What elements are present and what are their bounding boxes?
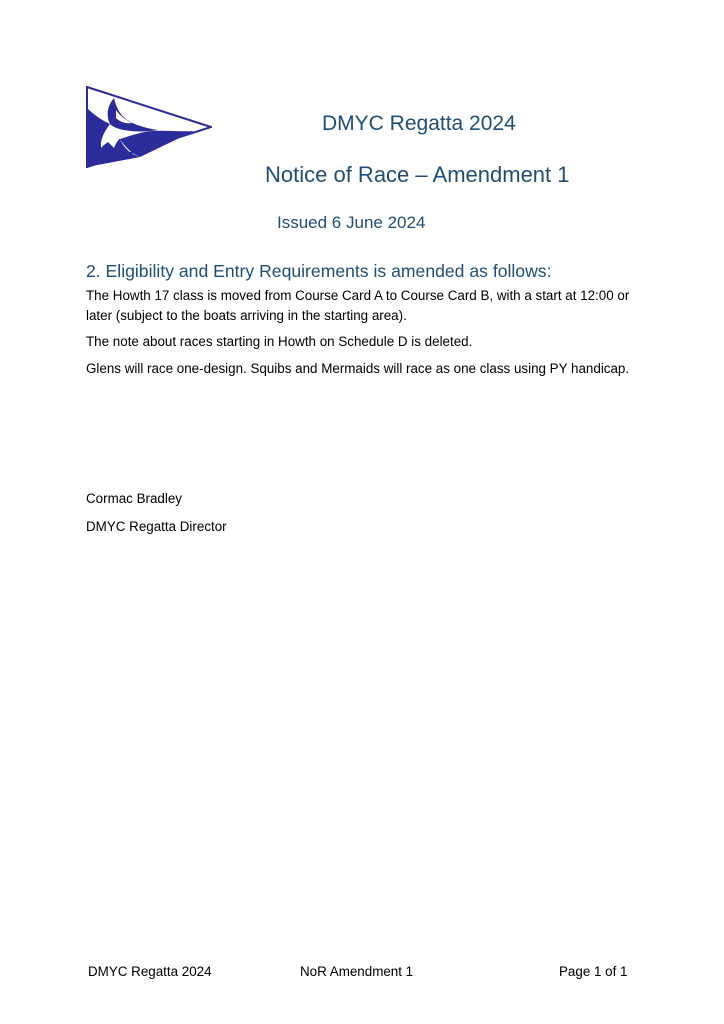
section-heading: 2. Eligibility and Entry Requirements is amended as follows: [86, 261, 552, 281]
footer-event: DMYC Regatta 2024 [88, 964, 212, 979]
signature-name: Cormac Bradley [86, 491, 182, 506]
footer-page-number: Page 1 of 1 [559, 964, 628, 979]
document-subtitle: Notice of Race – Amendment 1 [265, 162, 570, 187]
issue-date: Issued 6 June 2024 [277, 213, 426, 232]
burgee-flag-icon [86, 86, 212, 168]
paragraph-schedule-d: The note about races starting in Howth on Schedule D is deleted. [86, 334, 473, 349]
paragraph-classes: Glens will race one-design. Squibs and Mermaids will race as one class using PY handicap. [86, 361, 630, 376]
paragraph-course-card: The Howth 17 class is moved from Course Card A to Course Card B, with a start at 12:00 or later (subject to the boats arriving in the starting area). [86, 288, 630, 323]
document-title: DMYC Regatta 2024 [322, 112, 516, 135]
footer-document: NoR Amendment 1 [300, 964, 414, 979]
signature-role: DMYC Regatta Director [86, 519, 227, 534]
